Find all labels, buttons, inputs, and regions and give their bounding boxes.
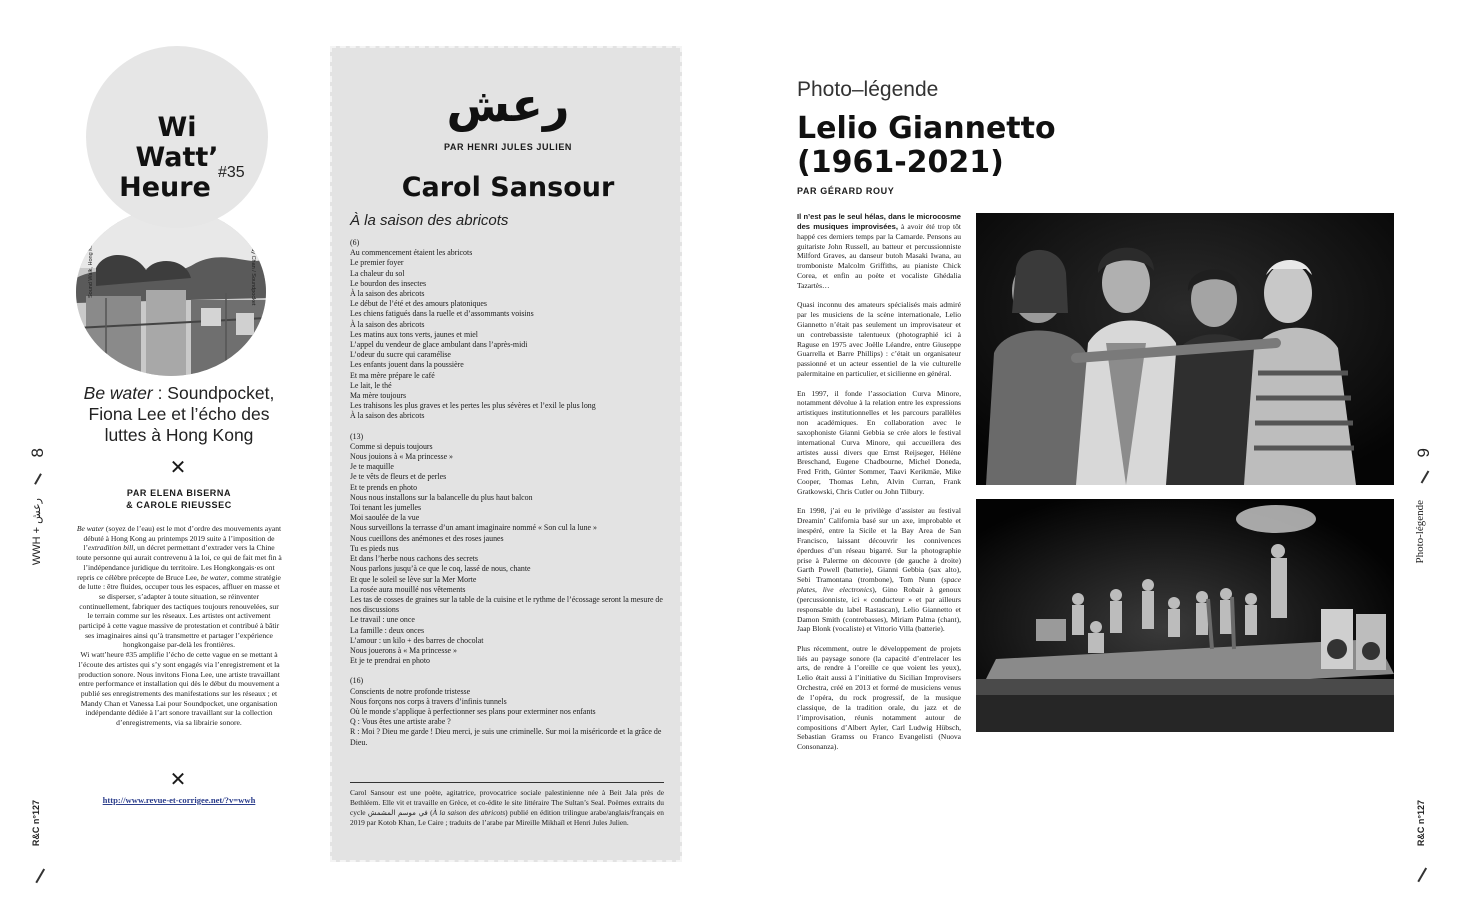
poem-line: À la saison des abricots <box>350 319 425 329</box>
left-page-number: 8 <box>28 448 47 458</box>
right-paragraph-1 <box>797 212 961 291</box>
left-body-segment: be water <box>200 572 228 582</box>
left-body-paragraph-2: Wi watt’heure #35 amplifie l’écho de cette vague en se mettant à l’écoute des artistes qui s’y sont engagés via l’enregistrement et la production sonore. Nous invitons Fiona Lee, une artiste travaillant entre performance et installation qui dès le début du mouvement a publié ses enregistrements des manifestations sur les réseaux ; et Mandy Chan et Vanessa Lai pour Soundpocket, une organisation indépendante dédiée à l’art sonore travaillant sur la collection d’enregistrements, via sa librairie sonore. <box>78 650 280 728</box>
poem-line: Les enfants jouent dans la poussière <box>350 360 464 370</box>
poem-stanza <box>350 432 670 667</box>
lead-in: Il n’est pas le seul hélas, dans le microcosme des musiques improvisées, <box>797 212 961 231</box>
poem-line: Moi saoulée de la vue <box>350 513 420 523</box>
poem-text <box>350 238 670 758</box>
arabic-title: رعش <box>446 78 570 132</box>
quartet-photo <box>976 213 1394 485</box>
p4-italic: space plates, live electronics <box>797 575 961 595</box>
cross-icon: ✕ <box>169 455 187 479</box>
poem-byline: PAR HENRI JULES JULIEN <box>443 142 573 152</box>
left-body-segment: , comme stratégie de lutte : être fluides, occuper tous les espaces, affluer en masse et se disperser, s’adapter à toute situation, se réinventer continuellement, fabriquer des tactiques toujours renouvelées, sur le terrain comme sur les réseaux. Les artistes ont activement participé à cette vague massive de protestation et contribué à bâtir ses imaginaires ainsi qu’à transmettre et partager l’expérience hongkongaise par-delà les frontières. <box>78 572 281 650</box>
left-slash-bottom <box>35 868 44 883</box>
bio-part-1: Carol Sansour est une poète, agitatrice, provocatrice sociale palestinienne née à Beit Jala près de Bethléem. Elle vit et travaille en Grèce, et co-édite le site littéraire The Sultan’s Seal. Poèmes extraits du cycle <box>350 788 664 817</box>
p1-text: à avoir été trop tôt happé ces derniers temps par la Camarde. Pensons au guitariste John Russell, au batteur et percussionniste Milford Graves, au danseur butoh Masaki Iwana, au tromboniste Malcolm Griffiths, au pianiste Chick Corea, et enfin au poète et vocaliste Ghédalia Tazartès… <box>797 221 961 290</box>
poem-box <box>330 46 682 862</box>
title-line1: Lelio Giannetto <box>797 111 1056 146</box>
hong-kong-street-photo <box>76 208 266 376</box>
bio-arabic: في موسم المشمش <box>367 808 428 817</box>
photo-caption: Sound Walk, Hong Kong <box>88 238 94 299</box>
poem-line: Ma mère toujours <box>350 391 407 401</box>
poem-line: L’odeur du sucre qui caramélise <box>350 350 451 360</box>
poem-line: Les tas de cosses de graines sur la table de la cuisine et le rythme de l’écossage seront la mesure de nos discussions <box>350 594 663 615</box>
poem-line: Nous forçons nos corps à travers d’infinis tunnels <box>350 696 507 706</box>
poem-line: Comme si depuis toujours <box>350 441 433 451</box>
poem-line: Et dans l’herbe nous cachons des secrets <box>350 554 478 564</box>
poem-line: Nous parlons jusqu’à ce que le coq, lassé de nous, chante <box>350 564 531 574</box>
bio-italic: À la saison des abricots <box>432 807 506 817</box>
right-body-text <box>797 212 961 762</box>
p4-text-a: En 1998, j’ai eu le privilège d’assister au festival Dreamin’ California basé sur un axe, improbable et inespéré, entre la Sicile et la Bay Area de San Francisco, laissant découvrir les connivences éperdues d’un réseau bigarré. Sur la photographie prise à Palerme on découvre (de gauche à droite) Garth Powell (batterie), Gianni Gebbia (sax alto), Sebi Tramontana (trombone), Tom Nunn ( <box>797 506 961 585</box>
series-title-line3: Heure <box>119 172 211 203</box>
poem-line: (16) <box>350 676 364 686</box>
right-paragraph-3: En 1997, il fonde l’association Curva Minore, notamment dévolue à la relation entre les expressions artistiques institutionnelles et les parcours parallèles non académiques. En collaboration avec le saxophoniste Gianni Gebbia se crée alors le festival international Curva Minore, qui accueillera des artistes aussi divers que Ernst Reijseger, Hélène Breschand, Eugene Chadbourne, Michel Doneda, Fred Frith, Günter Sommer, Taavi Kerikmäe, Mike Cooper, Thomas Lehn, Alvin Curran, Frank Gratkowski, Chris Cutler ou John Tilbury. <box>797 388 961 496</box>
series-title-line2: Watt’ <box>135 142 219 173</box>
poem-line: R : Moi ? Dieu me garde ! Dieu merci, je suis une criminelle. Sur moi la miséricorde et la grâce de Dieu. <box>350 727 662 747</box>
poem-line: Toi tenant les jumelles <box>350 503 422 513</box>
byline-line2: & CAROLE RIEUSSEC <box>126 500 232 510</box>
poem-line: Conscients de notre profonde tristesse <box>350 686 471 696</box>
poem-line: (13) <box>350 431 364 441</box>
poem-line: Les trahisons les plus graves et les pertes les plus sévères et l’exil le plus long <box>350 401 596 411</box>
poem-stanza <box>350 238 670 422</box>
left-body-segment: (soyez de l’eau) est le mot d’ordre des mouvements ayant débuté à Hong Kong au printemps 2019 suite à l’imposition de l’ <box>83 524 282 553</box>
series-title-line1: Wi <box>157 112 197 143</box>
poem-line: Et te prends en photo <box>350 482 418 492</box>
poem-line: Le début de l’été et des amours platoniques <box>350 299 487 309</box>
bio-part-3: ) publié en édition trilingue arabe/anglais/français en 2019 par Kotob Khan, Le Caire ; traduits de l’arabe par Mireille Mikhaïl et Henri Jules Julien. <box>350 807 664 828</box>
poem-line: Et ma mère prépare le café <box>350 370 435 380</box>
poem-line: Et que le soleil se lève sur la Mer Morte <box>350 574 477 584</box>
poem-line: Tu es pieds nus <box>350 543 399 553</box>
poem-line: Je te maquille <box>350 462 394 472</box>
poem-subtitle: À la saison des abricots <box>350 212 509 229</box>
poem-divider <box>350 782 664 783</box>
subtitle-rest: : Soundpocket, Fiona Lee et l’écho des luttes à Hong Kong <box>88 383 275 445</box>
right-byline: PAR GÉRARD ROUY <box>797 186 895 196</box>
series-title-circle <box>86 46 268 228</box>
poem-line: Le bourdon des insectes <box>350 278 427 288</box>
orchestra-photo <box>976 499 1394 732</box>
right-paragraph-2: Quasi inconnu des amateurs spécialisés mais admiré par les musiciens de la scène internationale, Lelio Giannetto n’était pas seulement un improvisateur et un contrebassiste talentueux (photographié ici à Raguse en 1975 avec Joëlle Léandre, entre Giuseppe Guarrella et Barre Phillips) : c’était un organisateur passionné et un acteur essentiel de la vie culturelle palermitaine en particulier, et sicilienne en général. <box>797 300 961 379</box>
poem-line: Où le monde s’applique à perfectionner ses plans pour exterminer nos enfants <box>350 706 596 716</box>
left-body-segment: Be water <box>76 524 105 533</box>
left-body-segment: extradition bill <box>88 543 134 553</box>
left-body-text <box>76 524 282 728</box>
poem-line: Q : Vous êtes une artiste arabe ? <box>350 717 451 727</box>
poet-bio <box>350 788 664 828</box>
poem-line: La famille : deux onces <box>350 625 425 635</box>
poem-stanza <box>350 676 670 747</box>
right-paragraph-5: Plus récemment, outre le développement de projets liés au paysage sonore (la capacité d’entrelacer les arts, de rendre à l’oreille ce que voient les yeux), Lelio était aussi à l’initiative du Sicilian Improvisers Orchestra, créé en 2013 et formé de musiciens venus de l’opéra, du rock progressif, de la musique classique, de la tradition orale, du jazz et de l’improvisation, réunis notamment autour de compositions d’Albert Ayler, Carl Ludwig Hübsch, Sebastian Gramss ou Franco Evangelisti (Nuova Consonanza). <box>797 643 961 752</box>
title-line2: (1961-2021) <box>797 145 1004 180</box>
poem-line: Le travail : une once <box>350 615 415 625</box>
cross-icon-2: ✕ <box>169 767 187 791</box>
right-slash-bottom <box>1417 867 1426 882</box>
poem-line: L’amour : un kilo + des barres de chocolat <box>350 635 484 645</box>
poem-line: Les matins aux tons verts, jaunes et miel <box>350 329 478 339</box>
poem-line: La chaleur du sol <box>350 268 405 278</box>
poem-line: Et je te prendrai en photo <box>350 656 430 666</box>
poem-line: Nous jouions à « Ma princesse » <box>350 452 454 462</box>
poem-line: La rosée aura mouillé nos vêtements <box>350 584 466 594</box>
poem-line: Nous cueillons des anémones et des roses jaunes <box>350 533 504 543</box>
left-slash-top <box>34 473 42 484</box>
poem-line: Les chiens fatigués dans la ruelle et d’assommants voisins <box>350 309 534 319</box>
right-page-number: 9 <box>1414 448 1433 458</box>
poem-line: Le lait, le thé <box>350 380 392 390</box>
right-side-label: Photo-légende <box>1414 500 1426 564</box>
left-byline <box>76 487 282 511</box>
right-paragraph-4 <box>797 506 961 634</box>
poem-line: (6) <box>350 238 360 247</box>
byline-line1: PAR ELENA BISERNA <box>126 488 232 498</box>
photo-credit: © Mandy Chan / Soundpocket <box>250 230 256 306</box>
quartet-illustration <box>976 213 1394 485</box>
poem-line: L’appel du vendeur de glace ambulant dans l’après-midi <box>350 340 528 350</box>
left-journal-label: R&C n°127 <box>31 800 41 847</box>
series-number: #35 <box>218 164 245 181</box>
poem-line: Au commencement étaient les abricots <box>350 248 473 258</box>
section-kicker: Photo–légende <box>797 78 939 101</box>
stage-illustration <box>976 499 1394 732</box>
poem-line: Le premier foyer <box>350 258 404 268</box>
p4-text-b: ), Gino Robair à genoux (percussionniste, ici « conducteur » et par ailleurs responsable du label Rastascan), Lelio Giannetto et Damon Smith (contrebasses), Miriam Palma (chant), Jaap Blonk (vocaliste) et Vittorio Villa (batterie). <box>797 585 961 634</box>
wwh-link[interactable]: http://www.revue-et-corrigee.net/?v=wwh <box>102 795 256 805</box>
left-side-label: WWH + رعش <box>31 498 43 566</box>
bio-part-2: ( <box>427 807 433 817</box>
wwh-circle-photo <box>76 208 266 376</box>
subtitle-italic: Be water <box>83 383 153 403</box>
poem-line: Nous jouerons à « Ma princesse » <box>350 645 457 655</box>
right-journal-label: R&C n°127 <box>1416 800 1426 847</box>
poet-name: Carol Sansour <box>401 172 615 203</box>
left-body-paragraph-1 <box>76 524 282 650</box>
poem-line: Je te vêts de fleurs et de perles <box>350 472 447 482</box>
poem-line: Nous nous installons sur la balancelle du plus haut balcon <box>350 492 533 502</box>
left-body-segment: , un décret permettant d’extrader vers la Chine toute personne qui aurait contrevenu à la loi, ce qui de fait met fin à l’indépendance juridique du territoire. Les Hongkongais·es ont repris ce célèbre précepte de Bruce Lee, <box>76 543 282 582</box>
poem-line: Nous surveillons la terrasse d’un amant imaginaire nommé « Son cul la lune » <box>350 523 597 533</box>
article-title <box>797 112 1056 180</box>
article-subtitle <box>68 383 290 446</box>
poem-line: À la saison des abricots <box>350 411 425 421</box>
right-slash-top <box>1421 470 1430 483</box>
poem-line: À la saison des abricots <box>350 289 425 299</box>
